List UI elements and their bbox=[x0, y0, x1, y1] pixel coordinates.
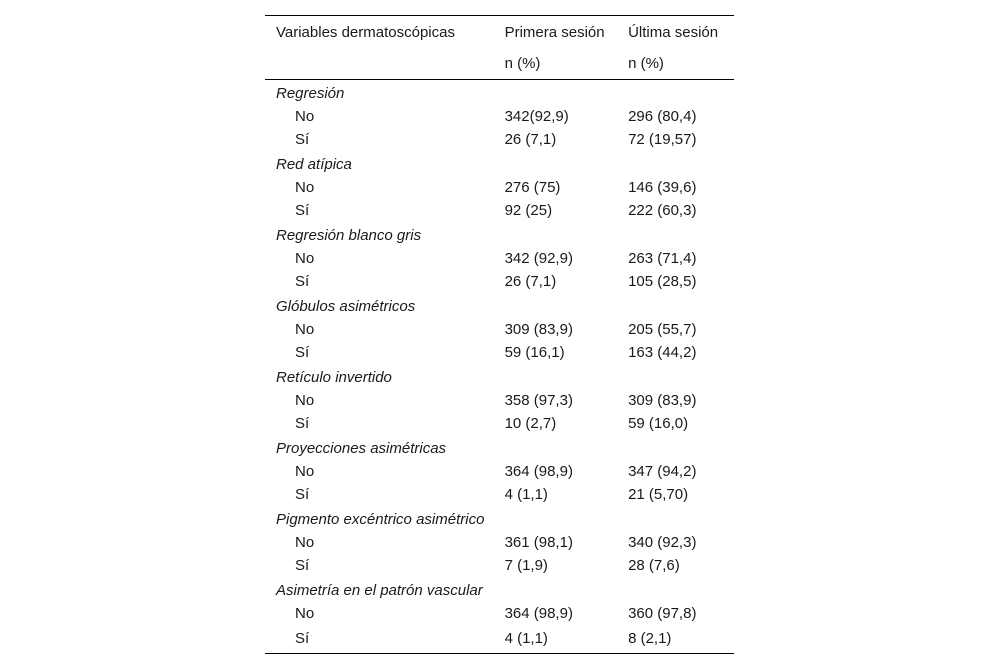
group-blank bbox=[505, 151, 629, 176]
row-label: No bbox=[295, 392, 315, 409]
last-session-value: 222 (60,3) bbox=[628, 202, 697, 219]
table-header bbox=[265, 16, 734, 80]
group-row bbox=[265, 506, 734, 531]
table-row bbox=[265, 270, 734, 293]
group-blank bbox=[505, 364, 629, 389]
group-label: Regresión blanco gris bbox=[276, 226, 422, 244]
first-session-value: 364 (98,9) bbox=[504, 605, 573, 622]
first-session-value: 342(92,9) bbox=[504, 108, 569, 125]
group-blank bbox=[628, 435, 734, 460]
table-row bbox=[265, 602, 734, 625]
group-row bbox=[265, 222, 734, 247]
header-units-blank bbox=[265, 48, 505, 80]
group-label: Red atípica bbox=[276, 155, 352, 173]
first-session-value: 10 (2,7) bbox=[504, 415, 557, 432]
last-session-value: 340 (92,3) bbox=[628, 534, 697, 551]
group-blank bbox=[505, 80, 629, 106]
group-blank bbox=[505, 222, 629, 247]
last-session-value: 28 (7,6) bbox=[628, 557, 680, 574]
row-label: Sí bbox=[295, 202, 310, 219]
table-row bbox=[265, 483, 734, 506]
table-row bbox=[265, 105, 734, 128]
table-row bbox=[265, 412, 734, 435]
row-label: Sí bbox=[295, 131, 310, 148]
row-label: No bbox=[295, 605, 315, 622]
header-last-session: Última sesión bbox=[628, 16, 734, 49]
table-row bbox=[265, 389, 734, 412]
first-session-value: 59 (16,1) bbox=[504, 344, 565, 361]
first-session-value: 309 (83,9) bbox=[504, 321, 573, 338]
row-label: No bbox=[295, 108, 315, 125]
table-row bbox=[265, 625, 734, 654]
group-blank bbox=[628, 506, 734, 531]
group-blank bbox=[505, 577, 629, 602]
header-row-units bbox=[265, 48, 734, 80]
row-label: Sí bbox=[295, 273, 310, 290]
last-session-value: 21 (5,70) bbox=[628, 486, 689, 503]
row-label: No bbox=[295, 250, 315, 267]
group-row bbox=[265, 151, 734, 176]
last-session-value: 205 (55,7) bbox=[628, 321, 697, 338]
table-row bbox=[265, 341, 734, 364]
row-label: Sí bbox=[295, 344, 310, 361]
last-session-value: 296 (80,4) bbox=[628, 108, 697, 125]
table-row bbox=[265, 318, 734, 341]
header-variables: Variables dermatoscópicas bbox=[265, 16, 505, 49]
first-session-value: 4 (1,1) bbox=[504, 486, 548, 503]
first-session-value: 342 (92,9) bbox=[504, 250, 573, 267]
group-label: Retículo invertido bbox=[276, 368, 392, 386]
first-session-value: 4 (1,1) bbox=[505, 625, 629, 654]
header-unit-last: n (%) bbox=[628, 48, 734, 80]
group-blank bbox=[505, 506, 629, 531]
last-session-value: 263 (71,4) bbox=[628, 250, 697, 267]
dermoscopy-variables-table bbox=[265, 15, 734, 654]
group-label: Proyecciones asimétricas bbox=[276, 439, 447, 457]
group-blank bbox=[628, 80, 734, 106]
first-session-value: 26 (7,1) bbox=[504, 131, 557, 148]
table-row bbox=[265, 554, 734, 577]
table-row bbox=[265, 247, 734, 270]
group-row bbox=[265, 364, 734, 389]
group-label: Glóbulos asimétricos bbox=[276, 297, 416, 315]
group-label: Pigmento excéntrico asimétrico bbox=[276, 510, 485, 528]
last-session-value: 8 (2,1) bbox=[628, 625, 734, 654]
last-session-value: 105 (28,5) bbox=[628, 273, 697, 290]
first-session-value: 7 (1,9) bbox=[504, 557, 548, 574]
group-label: Asimetría en el patrón vascular bbox=[276, 581, 483, 599]
table-body bbox=[265, 80, 734, 654]
first-session-value: 92 (25) bbox=[504, 202, 553, 219]
group-blank bbox=[505, 435, 629, 460]
table-row bbox=[265, 460, 734, 483]
group-blank bbox=[505, 293, 629, 318]
group-blank bbox=[628, 151, 734, 176]
table-row bbox=[265, 199, 734, 222]
last-session-value: 146 (39,6) bbox=[628, 179, 697, 196]
dermoscopy-table-container bbox=[265, 15, 734, 654]
row-label: No bbox=[295, 534, 315, 551]
header-row-titles bbox=[265, 16, 734, 49]
last-session-value: 360 (97,8) bbox=[628, 605, 697, 622]
last-session-value: 59 (16,0) bbox=[628, 415, 689, 432]
group-blank bbox=[628, 577, 734, 602]
group-blank bbox=[628, 364, 734, 389]
first-session-value: 361 (98,1) bbox=[504, 534, 573, 551]
row-label: Sí bbox=[295, 415, 310, 432]
last-session-value: 163 (44,2) bbox=[628, 344, 697, 361]
first-session-value: 364 (98,9) bbox=[504, 463, 573, 480]
row-label: No bbox=[295, 463, 315, 480]
first-session-value: 358 (97,3) bbox=[504, 392, 573, 409]
last-session-value: 347 (94,2) bbox=[628, 463, 697, 480]
table-row bbox=[265, 531, 734, 554]
row-label: Sí bbox=[295, 486, 310, 503]
last-session-value: 72 (19,57) bbox=[628, 131, 697, 148]
group-row bbox=[265, 293, 734, 318]
last-session-value: 309 (83,9) bbox=[628, 392, 697, 409]
first-session-value: 276 (75) bbox=[504, 179, 561, 196]
group-row bbox=[265, 80, 734, 106]
table-row bbox=[265, 128, 734, 151]
row-label: No bbox=[295, 179, 315, 196]
group-row bbox=[265, 435, 734, 460]
group-label: Regresión bbox=[276, 84, 345, 102]
header-first-session: Primera sesión bbox=[505, 16, 629, 49]
row-label: Sí bbox=[295, 557, 310, 574]
group-row bbox=[265, 577, 734, 602]
row-label: No bbox=[295, 321, 315, 338]
group-blank bbox=[628, 293, 734, 318]
table-row bbox=[265, 176, 734, 199]
group-blank bbox=[628, 222, 734, 247]
header-unit-first: n (%) bbox=[505, 48, 629, 80]
first-session-value: 26 (7,1) bbox=[504, 273, 557, 290]
row-label: Sí bbox=[265, 625, 505, 654]
